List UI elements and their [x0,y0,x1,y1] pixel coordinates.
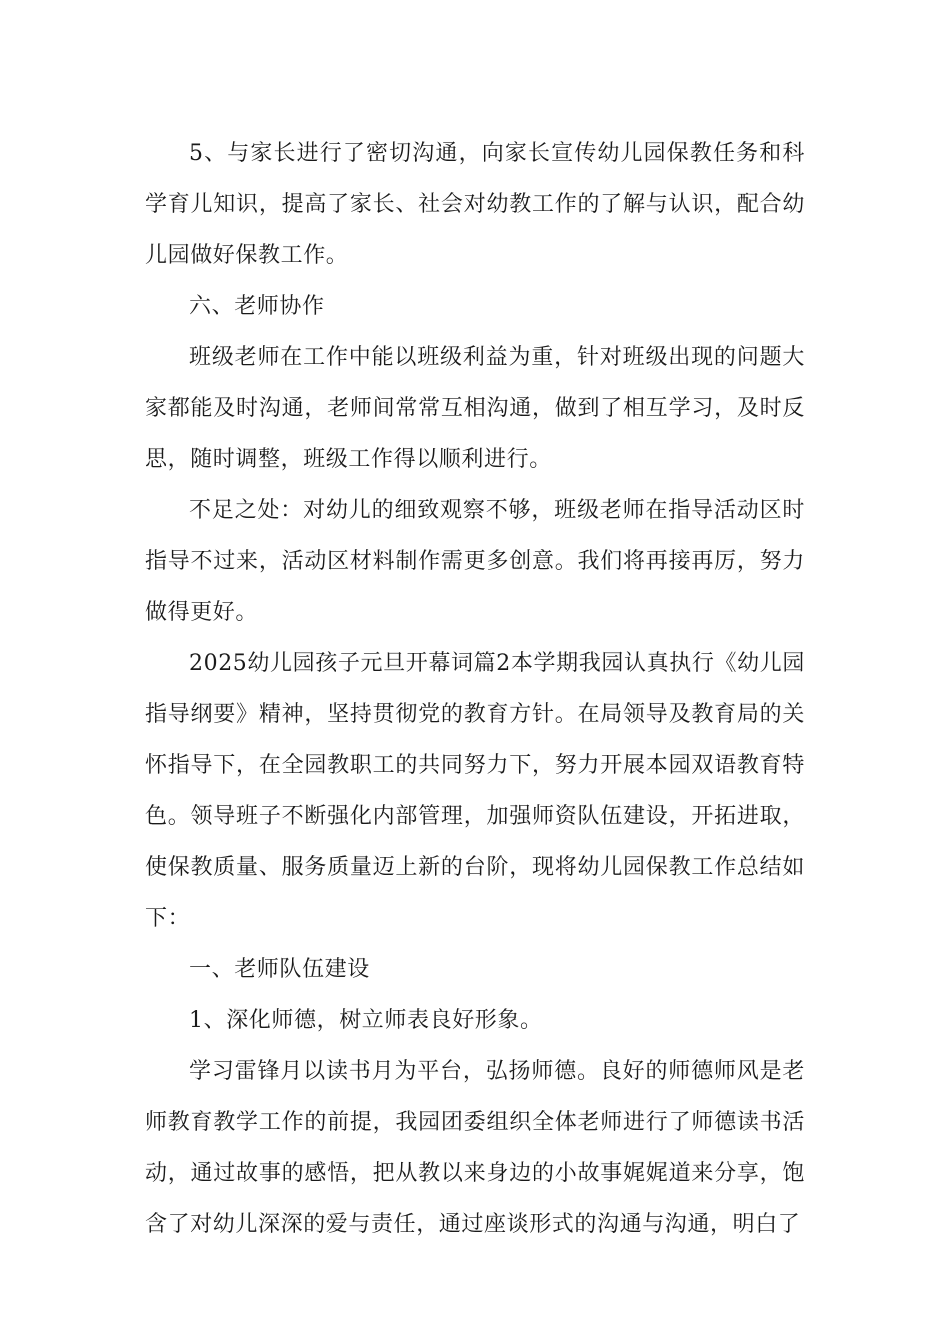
section-heading-teacher-team: 一、老师队伍建设 [189,957,370,982]
paragraph-reading-month: 学习雷锋月以读书月为平台，弘扬师德。良好的师德师风是老师教育教学工作的前提，我园团委组织全体老师进行了师德读书活动，通过故事的感悟，把从教以来身边的小故事娓娓道来分享，饱含了对幼儿深深的爱与责任，通过座谈形式的沟通与沟通，明白了 [145,1059,805,1237]
paragraph-parent-communication: 5、与家长进行了密切沟通，向家长宣传幼儿园保教任务和科学育儿知识，提高了家长、社会对幼教工作的了解与认识，配合幼儿园做好保教工作。 [145,141,805,268]
document-body [145,128,805,1250]
subheading-teacher-ethics: 1、深化师德，树立师表良好形象。 [189,1008,543,1033]
section-heading-teacher-cooperation: 六、老师协作 [189,294,325,319]
paragraph-class-teachers: 班级老师在工作中能以班级利益为重，针对班级出现的问题大家都能及时沟通，老师间常常互相沟通，做到了相互学习，及时反思，随时调整，班级工作得以顺利进行。 [145,345,805,472]
paragraph-semester-summary: 2025幼儿园孩子元旦开幕词篇2本学期我园认真执行《幼儿园指导纲要》精神，坚持贯彻党的教育方针。在局领导及教育局的关怀指导下，在全园教职工的共同努力下，努力开展本园双语教育特色。领导班子不断强化内部管理，加强师资队伍建设，开拓进取，使保教质量、服务质量迈上新的台阶，现将幼儿园保教工作总结如下： [145,651,805,931]
paragraph-shortcomings: 不足之处：对幼儿的细致观察不够，班级老师在指导活动区时指导不过来，活动区材料制作需更多创意。我们将再接再厉，努力做得更好。 [145,498,805,625]
